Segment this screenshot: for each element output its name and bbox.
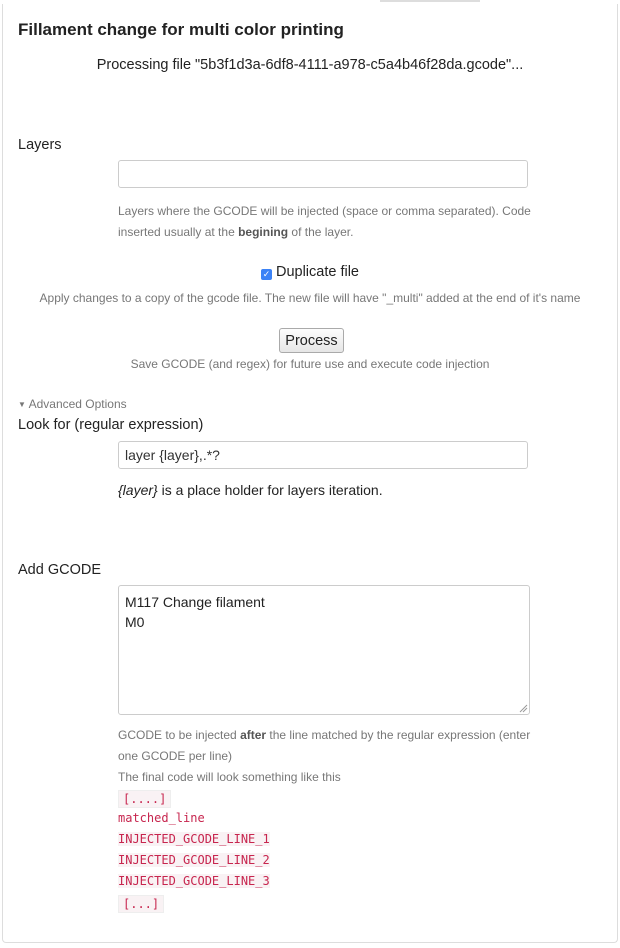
layers-help: Layers where the GCODE will be injected (space or comma separated). Code inserted usually at the begining of the layer. <box>118 204 531 239</box>
regex-help: {layer} is a place holder for layers iteration. <box>118 482 383 498</box>
page-title: Fillament change for multi color printing <box>18 20 344 39</box>
example-line: [...] <box>118 895 164 913</box>
example-line: [....] <box>118 790 171 808</box>
duplicate-file-row[interactable] <box>0 264 620 280</box>
regex-input[interactable] <box>118 441 528 469</box>
example-line: INJECTED_GCODE_LINE_1 <box>118 832 270 846</box>
layers-label: Layers <box>18 137 62 153</box>
duplicate-file-label: Duplicate file <box>275 264 359 280</box>
tab-indicator <box>380 0 480 2</box>
duplicate-help: Apply changes to a copy of the gcode file. The new file will have "_multi" added at the end of it's name <box>39 291 581 305</box>
process-button[interactable]: Process <box>279 328 344 353</box>
processing-status: Processing file "5b3f1d3a-6df8-4111-a978-c5a4b46f28da.gcode"... <box>96 57 524 73</box>
caret-down-icon: ▼ <box>18 400 26 409</box>
gcode-textarea[interactable]: M117 Change filament M0 <box>118 585 530 715</box>
example-line: INJECTED_GCODE_LINE_3 <box>118 874 270 888</box>
look-for-label: Look for (regular expression) <box>18 417 204 433</box>
layers-input[interactable] <box>118 160 528 188</box>
add-gcode-label: Add GCODE <box>18 562 101 578</box>
plugin-panel <box>2 4 618 943</box>
advanced-options-toggle[interactable]: ▼ Advanced Options <box>18 397 127 411</box>
gcode-help: GCODE to be injected after the line matched by the regular expression (enter one GCODE per line) <box>118 728 531 763</box>
process-help: Save GCODE (and regex) for future use and execute code injection <box>130 357 490 371</box>
resize-grip-icon[interactable] <box>519 704 528 713</box>
example-line: matched_line <box>118 811 205 825</box>
duplicate-file-checkbox[interactable]: ✓ <box>262 269 271 279</box>
example-line: INJECTED_GCODE_LINE_2 <box>118 853 270 867</box>
example-intro: The final code will look something like this <box>118 770 341 784</box>
